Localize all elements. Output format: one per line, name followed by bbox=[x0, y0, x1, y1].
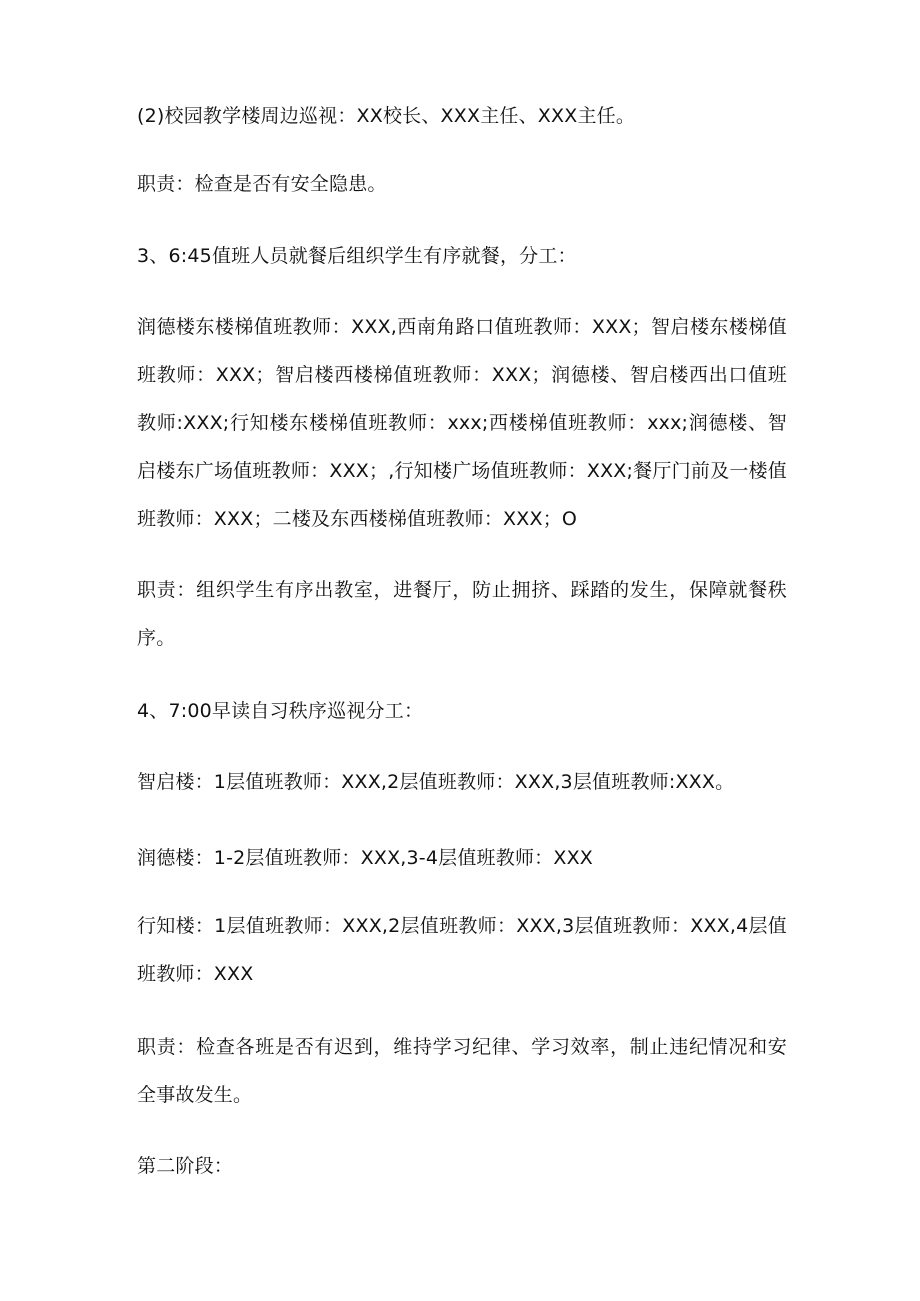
paragraph-morning-reading: 4、7:00早读自习秩序巡视分工： bbox=[137, 700, 424, 722]
paragraph-second-stage-heading: 第二阶段： bbox=[137, 1155, 234, 1177]
paragraph-duty-discipline: 职责：检查各班是否有迟到，维持学习纪律、学习效率，制止违纪情况和安全事故发生。 bbox=[137, 1036, 787, 1106]
paragraph-xingzhi-building: 行知楼：1层值班教师：XXX,2层值班教师：XXX,3层值班教师：XXX,4层值班教师：XXX bbox=[137, 915, 787, 985]
paragraph-duty-meal-order: 职责：组织学生有序出教室，进餐厅，防止拥挤、踩踏的发生，保障就餐秩序。 bbox=[137, 579, 787, 649]
paragraph-runde-building: 润德楼：1-2层值班教师：XXX,3-4层值班教师：XXX bbox=[137, 847, 594, 869]
paragraph-zhiqi-building: 智启楼：1层值班教师：XXX,2层值班教师：XXX,3层值班教师:XXX。 bbox=[137, 771, 735, 793]
paragraph-meal-organization: 3、6:45值班人员就餐后组织学生有序就餐，分工： bbox=[137, 245, 577, 267]
paragraph-duty-safety-check: 职责：检查是否有安全隐患。 bbox=[137, 173, 387, 195]
paragraph-meal-assignments: 润德楼东楼梯值班教师：XXX,西南角路口值班教师：XXX；智启楼东楼梯值班教师：XXX；智启楼西楼梯值班教师：XXX；润德楼、智启楼西出口值班教师:XXX;行知楼东楼梯值班教师：xxx;西楼梯值班教师：xxx;润德楼、智启楼东广场值班教师：XXX；,行知楼广场值班教师：XXX;餐厅门前及一楼值班教师：XXX；二楼及东西楼梯值班教师：XXX；O bbox=[137, 316, 787, 530]
paragraph-campus-patrol: (2)校园教学楼周边巡视：XX校长、XXX主任、XXX主任。 bbox=[137, 105, 636, 127]
